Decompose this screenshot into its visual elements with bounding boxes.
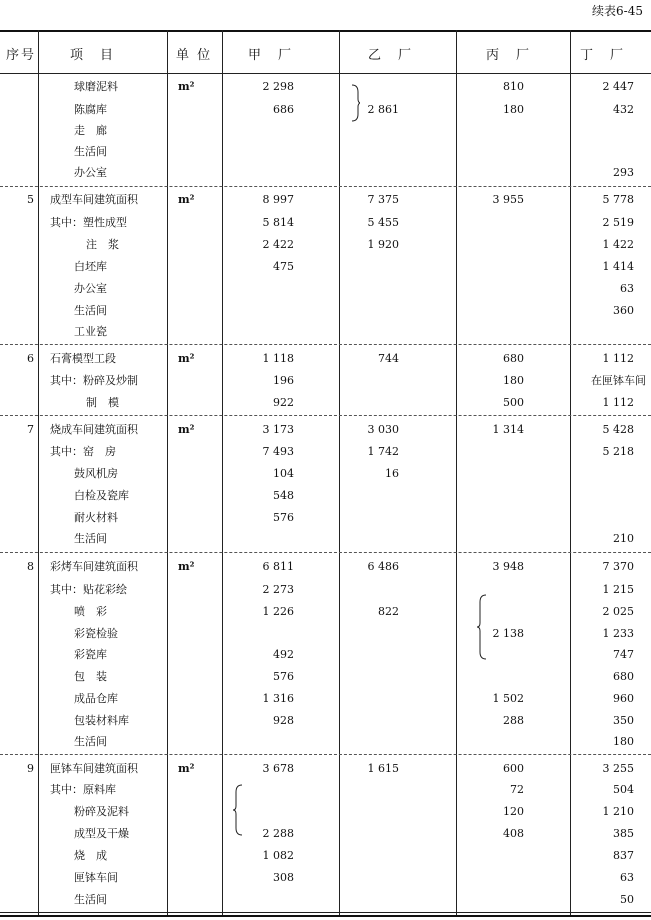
group-rule [0, 754, 651, 755]
header-no: 序号 [6, 48, 37, 63]
row-item-label: 走 廊 [74, 124, 107, 137]
row-bing-value: 810 [503, 80, 524, 93]
row-jia-value: 492 [273, 648, 294, 661]
row-jia-value: 2 288 [262, 827, 294, 840]
row-item-label: 耐火材料 [74, 511, 118, 524]
row-ding-value: 5 778 [602, 193, 634, 206]
row-jia-value: 308 [273, 871, 294, 884]
row-unit-value: m² [178, 352, 195, 365]
row-ding-value: 在匣钵车间 [591, 374, 646, 387]
row-unit-value: m² [178, 762, 195, 775]
row-ding-value: 360 [613, 304, 634, 317]
row-jia-value: 7 493 [262, 445, 294, 458]
brace-right [350, 84, 360, 122]
row-item-label: 彩瓷库 [74, 648, 107, 661]
row-jia-value: 686 [273, 103, 294, 116]
row-item-label: 匣钵车间 [74, 871, 118, 884]
row-ding-value: 5 218 [602, 445, 634, 458]
row-yi-value: 3 030 [367, 423, 399, 436]
row-item-label: 成品仓库 [74, 692, 118, 705]
row-unit-value: m² [178, 560, 195, 573]
row-jia-value: 548 [273, 489, 294, 502]
header-bing: 丙 厂 [486, 48, 532, 63]
row-jia-value: 576 [273, 511, 294, 524]
row-jia-value: 1 118 [262, 352, 294, 365]
row-yi-value: 744 [378, 352, 399, 365]
row-jia-value: 2 422 [262, 238, 294, 251]
row-yi-value: 1 742 [367, 445, 399, 458]
row-ding-value: 960 [613, 692, 634, 705]
row-item-label: 生活间 [74, 304, 107, 317]
row-ding-value: 1 112 [602, 352, 634, 365]
row-yi-value: 1 920 [367, 238, 399, 251]
row-item-label: 喷 彩 [74, 605, 107, 618]
bottom-rule-thick [0, 915, 651, 917]
row-ding-value: 2 025 [602, 605, 634, 618]
row-ding-value: 7 370 [602, 560, 634, 573]
row-item-label: 其中：原料库 [50, 783, 116, 796]
row-jia-value: 104 [273, 467, 294, 480]
row-bing-value: 2 138 [492, 627, 524, 640]
row-unit-value: m² [178, 80, 195, 93]
row-item-label: 彩烤车间建筑面积 [50, 560, 138, 573]
row-jia-value: 2 273 [262, 583, 294, 596]
column-divider [167, 30, 168, 915]
row-ding-value: 50 [620, 893, 634, 906]
row-jia-value: 8 997 [262, 193, 294, 206]
row-ding-value: 63 [620, 871, 634, 884]
row-jia-value: 196 [273, 374, 294, 387]
row-item-label: 生活间 [74, 532, 107, 545]
row-item-label: 匣钵车间建筑面积 [50, 762, 138, 775]
header-rule [0, 73, 651, 74]
row-ding-value: 747 [613, 648, 634, 661]
header-unit: 单 位 [176, 48, 213, 63]
row-item-label: 办公室 [74, 282, 107, 295]
row-yi-value: 2 861 [367, 103, 399, 116]
row-item-label: 办公室 [74, 166, 107, 179]
row-bing-value: 180 [503, 374, 524, 387]
row-item-label: 烧 成 [74, 849, 107, 862]
row-jia-value: 5 814 [262, 216, 294, 229]
row-ding-value: 432 [613, 103, 634, 116]
row-ding-value: 680 [613, 670, 634, 683]
row-ding-value: 180 [613, 735, 634, 748]
brace-left [232, 784, 242, 836]
row-ding-value: 837 [613, 849, 634, 862]
row-item-label: 鼓风机房 [74, 467, 118, 480]
row-bing-value: 3 948 [492, 560, 524, 573]
group-rule [0, 415, 651, 416]
row-unit-value: m² [178, 423, 195, 436]
row-jia-value: 1 082 [262, 849, 294, 862]
header-ding: 丁 厂 [580, 48, 626, 63]
column-divider [38, 30, 39, 915]
row-ding-value: 210 [613, 532, 634, 545]
row-yi-value: 16 [385, 467, 399, 480]
row-yi-value: 1 615 [367, 762, 399, 775]
row-ding-value: 1 112 [602, 396, 634, 409]
group-rule [0, 186, 651, 187]
row-ding-value: 385 [613, 827, 634, 840]
row-ding-value: 1 210 [602, 805, 634, 818]
row-yi-value: 7 375 [367, 193, 399, 206]
row-item-label: 生活间 [74, 145, 107, 158]
row-ding-value: 1 233 [602, 627, 634, 640]
row-bing-value: 408 [503, 827, 524, 840]
row-bing-value: 500 [503, 396, 524, 409]
row-item-label: 生活间 [74, 893, 107, 906]
table-top-rule [0, 30, 651, 32]
row-jia-value: 3 173 [262, 423, 294, 436]
row-ding-value: 1 422 [602, 238, 634, 251]
row-item-label: 成型及干燥 [74, 827, 129, 840]
row-yi-value: 5 455 [367, 216, 399, 229]
row-jia-value: 2 298 [262, 80, 294, 93]
row-ding-value: 293 [613, 166, 634, 179]
row-item-label: 包装材料库 [74, 714, 129, 727]
group-rule [0, 344, 651, 345]
row-ding-value: 2 519 [602, 216, 634, 229]
row-bing-value: 3 955 [492, 193, 524, 206]
row-item-label: 球磨泥料 [74, 80, 118, 93]
row-item-label: 制 模 [86, 396, 119, 409]
row-no-value: 5 [27, 193, 34, 206]
row-item-label: 白检及瓷库 [74, 489, 129, 502]
header-jia: 甲 厂 [248, 48, 294, 63]
row-item-label: 其中：塑性成型 [50, 216, 127, 229]
row-bing-value: 1 502 [492, 692, 524, 705]
row-jia-value: 1 226 [262, 605, 294, 618]
row-bing-value: 180 [503, 103, 524, 116]
row-item-label: 包 装 [74, 670, 107, 683]
row-bing-value: 1 314 [492, 423, 524, 436]
row-jia-value: 928 [273, 714, 294, 727]
table-caption: 续表6-45 [592, 4, 643, 18]
row-ding-value: 2 447 [602, 80, 634, 93]
row-item-label: 烧成车间建筑面积 [50, 423, 138, 436]
row-ding-value: 504 [613, 783, 634, 796]
row-item-label: 陈腐库 [74, 103, 107, 116]
row-jia-value: 922 [273, 396, 294, 409]
row-jia-value: 3 678 [262, 762, 294, 775]
row-jia-value: 1 316 [262, 692, 294, 705]
row-item-label: 彩瓷检验 [74, 627, 118, 640]
row-ding-value: 63 [620, 282, 634, 295]
row-ding-value: 5 428 [602, 423, 634, 436]
row-bing-value: 120 [503, 805, 524, 818]
row-ding-value: 3 255 [602, 762, 634, 775]
row-jia-value: 576 [273, 670, 294, 683]
row-item-label: 其中：窑 房 [50, 445, 116, 458]
header-yi: 乙 厂 [368, 48, 414, 63]
row-ding-value: 1 414 [602, 260, 634, 273]
row-item-label: 其中：贴花彩绘 [50, 583, 127, 596]
row-bing-value: 72 [510, 783, 524, 796]
row-item-label: 成型车间建筑面积 [50, 193, 138, 206]
row-yi-value: 6 486 [367, 560, 399, 573]
row-no-value: 9 [27, 762, 34, 775]
group-rule [0, 552, 651, 553]
row-item-label: 石膏模型工段 [50, 352, 116, 365]
row-bing-value: 600 [503, 762, 524, 775]
row-item-label: 白坯库 [74, 260, 107, 273]
row-item-label: 粉碎及泥料 [74, 805, 129, 818]
row-yi-value: 822 [378, 605, 399, 618]
row-unit-value: m² [178, 193, 195, 206]
row-no-value: 6 [27, 352, 34, 365]
bottom-rule [0, 912, 651, 913]
header-item: 项 目 [70, 48, 116, 63]
row-jia-value: 475 [273, 260, 294, 273]
row-ding-value: 350 [613, 714, 634, 727]
row-item-label: 工业瓷 [74, 325, 107, 338]
row-bing-value: 288 [503, 714, 524, 727]
row-bing-value: 680 [503, 352, 524, 365]
row-item-label: 其中：粉碎及炒制 [50, 374, 138, 387]
row-item-label: 注 浆 [86, 238, 119, 251]
row-ding-value: 1 215 [602, 583, 634, 596]
row-no-value: 8 [27, 560, 34, 573]
row-jia-value: 6 811 [262, 560, 294, 573]
brace-left [476, 594, 486, 660]
row-no-value: 7 [27, 423, 34, 436]
row-item-label: 生活间 [74, 735, 107, 748]
